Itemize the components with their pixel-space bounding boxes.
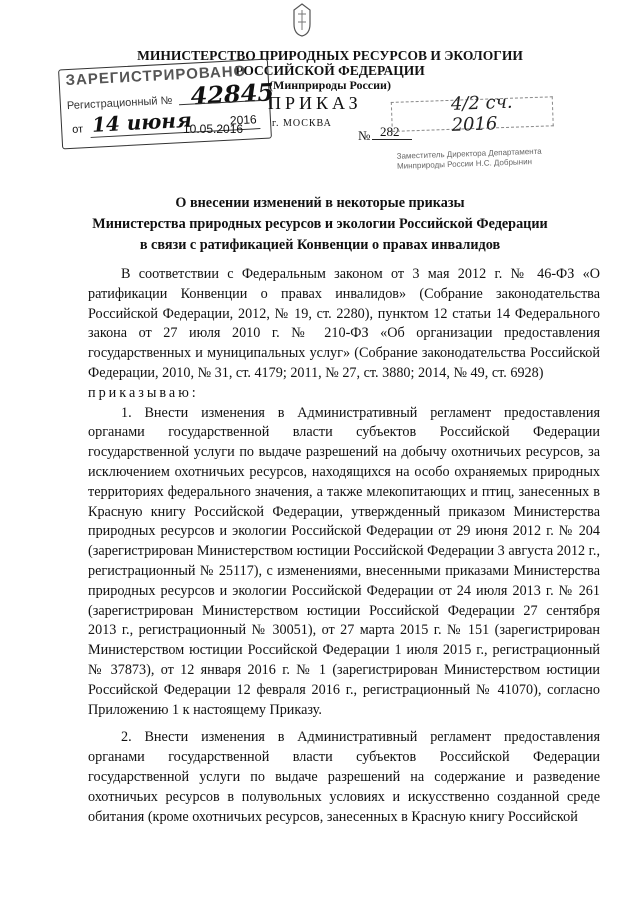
document-title (60, 193, 580, 256)
document-city: г. МОСКВА (272, 118, 332, 129)
registration-stamp-title: ЗАРЕГИСТРИРОВАНО (65, 62, 247, 90)
document-title-line3: в связи с ратификацией Конвенции о правах инвалидов (139, 237, 501, 253)
registration-number: 42845 (189, 77, 275, 111)
emblem-icon (290, 2, 314, 38)
document-title-line2: Министерства природных ресурсов и экологии Российской Федерации (92, 216, 548, 232)
document-body (88, 265, 600, 827)
ministry-short-name: (Минприроды России) (269, 78, 391, 92)
order-number: 282 (380, 124, 400, 139)
registration-date: 14 июня (91, 107, 193, 137)
orders-word: приказываю: (88, 384, 199, 401)
item-1-paragraph: 1. Внести изменения в Административный регламент предоставления органами государственной власти субъектов Российской Федерации государственной услуги по выдаче разрешений на добычу охотничьих ресурсов, за исключением охотничьих ресурсов, находящихся на особо охраняемых природных территориях федерального значения, а также млекопитающих и птиц, занесенных в Красную книгу Российской Федерации, утвержденный приказом Министерства природных ресурсов и экологии Российской Федерации от 29 июня 2012 г. № 204 (зарегистрирован Министерством юстиции Российской Федерации 3 августа 2012 г., регистрационный № 25117), с изменениями, внесенными приказами Министерства природных ресурсов и экологии Российской Федерации от 24 июля 2013 г. № 261 (зарегистрирован Министерством юстиции Российской Федерации 27 сентября 2013 г., регистрационный № 30051), от 27 марта 2015 г. № 151 (зарегистрирован Министерством юстиции Российской Федерации 1 июля 2015 г., регистрационный № 37873), от 12 января 2016 г. № 1 (зарегистрирован Министерством юстиции Российской Федерации 12 февраля 2016 г., регистрационный № 41070), согласно Приложению 1 к настоящему Приказу. (88, 404, 600, 718)
ministry-name-line1: МИНИСТЕРСТВО ПРИРОДНЫХ РЕСУРСОВ И ЭКОЛОГИИ (137, 48, 523, 63)
document-title-line1: О внесении изменений в некоторые приказы (175, 195, 465, 211)
approval-stamp (391, 90, 562, 180)
registration-date-prefix: от (71, 123, 84, 136)
order-number-sign: № (358, 128, 371, 143)
approval-stamp-line2: Минприроды России Н.С. Добрынин (396, 157, 533, 171)
item-2-paragraph: 2. Внести изменения в Административный регламент предоставления органами государственной власти субъектов Российской Федерации государственной услуги по выдаче разрешений на содержание и разведение охотничьих ресурсов в полувольных условиях и искусственно созданной среде обитания (кроме охотничьих ресурсов, занесенных в Красную книгу Российской (88, 729, 600, 825)
approval-signature: 4/2 сч. 2016 (450, 91, 513, 136)
registration-number-label: Регистрационный № (66, 94, 173, 113)
order-date: 10.05.2016 (183, 122, 244, 136)
ministry-name-line2: РОССИЙСКОЙ ФЕДЕРАЦИИ (235, 63, 425, 78)
approval-stamp-line1: Заместитель Директора Департамента (396, 146, 542, 161)
document-type: ПРИКАЗ (268, 93, 362, 113)
preamble-paragraph: В соответствии с Федеральным законом от 3 мая 2012 г. № 46-ФЗ «О ратификации Конвенции о правах инвалидов» (Собрание законодательства Российской Федерации, 2012, № 19, ст. 2280), пунктом 12 статьи 14 Федерального закона от 27 июля 2010 г. № 210-ФЗ «Об организации предоставления государственных и муниципальных услуг» (Собрание законодательства Российской Федерации, 2010, № 31, ст. 4179; 2011, № 27, ст. 3880; 2014, № 49, ст. 6928) (88, 266, 600, 381)
registration-year: 2016 (229, 112, 257, 128)
